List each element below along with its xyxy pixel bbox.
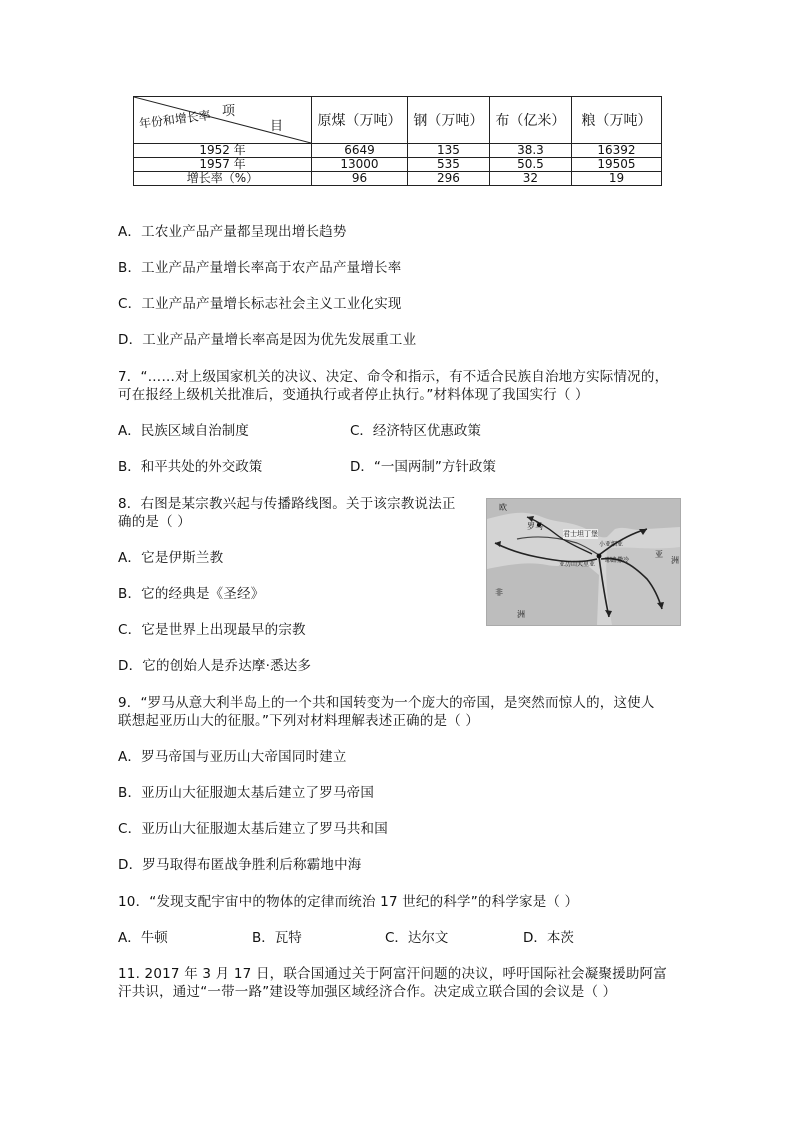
table-cell: 19 bbox=[571, 172, 661, 186]
q8-stem-line1: 8．右图是某宗教兴起与传播路线图。关于该宗教说法正 bbox=[118, 496, 456, 512]
q10-option-b: B．瓦特 bbox=[252, 930, 302, 946]
map-label-zhou2: 洲 bbox=[517, 610, 525, 619]
production-table bbox=[133, 96, 662, 186]
q9-stem-line1: 9．“罗马从意大利半岛上的一个共和国转变为一个庞大的帝国，是突然而惊人的，这使人 bbox=[118, 695, 655, 711]
q9-option-a: A．罗马帝国与亚历山大帝国同时建立 bbox=[118, 749, 347, 765]
q9-option-d: D．罗马取得布匿战争胜利后称霸地中海 bbox=[118, 857, 362, 873]
table-header-row bbox=[134, 97, 662, 144]
map-label-fei: 非 bbox=[495, 588, 503, 597]
q9-option-b: B．亚历山大征服迦太基后建立了罗马帝国 bbox=[118, 785, 375, 801]
q7-stem-line2: 可在报经上级机关批准后，变通执行或者停止执行。”材料体现了我国实行（ ） bbox=[118, 387, 589, 403]
col-header-steel: 钢（万吨） bbox=[407, 97, 489, 144]
q10-option-d: D．本茨 bbox=[523, 930, 574, 946]
q7-option-a: A．民族区域自治制度 bbox=[118, 423, 249, 439]
map-label-alexandria: 亚历山大里亚 bbox=[559, 561, 596, 568]
q6-option-b: B．工业产品产量增长率高于农产品产量增长率 bbox=[118, 260, 402, 276]
q10-option-a: A．牛顿 bbox=[118, 930, 168, 946]
col-header-grain: 粮（万吨） bbox=[571, 97, 661, 144]
table-cell: 50.5 bbox=[489, 158, 571, 172]
table-cell: 19505 bbox=[571, 158, 661, 172]
col-header-cloth: 布（亿米） bbox=[489, 97, 571, 144]
q9-stem-line2: 联想起亚历山大的征服。”下列对材料理解表述正确的是（ ） bbox=[118, 713, 480, 729]
q7-option-c: C．经济特区优惠政策 bbox=[350, 423, 481, 439]
q8-option-b: B．它的经典是《圣经》 bbox=[118, 586, 265, 602]
q8-stem-line2: 确的是（ ） bbox=[118, 514, 191, 530]
diag-item-label: 项 bbox=[222, 104, 236, 119]
row-label: 增长率（%） bbox=[134, 172, 312, 186]
table-cell: 6649 bbox=[312, 144, 408, 158]
q6-option-a: A．工农业产品产量都呈现出增长趋势 bbox=[118, 224, 347, 240]
q8-option-d: D．它的创始人是乔达摩·悉达多 bbox=[118, 658, 312, 674]
q8-option-c: C．它是世界上出现最早的宗教 bbox=[118, 622, 306, 638]
q6-option-c: C．工业产品产量增长标志社会主义工业化实现 bbox=[118, 296, 402, 312]
q7-option-d: D．“一国两制”方针政策 bbox=[350, 459, 496, 475]
table-cell: 32 bbox=[489, 172, 571, 186]
q9-option-c: C．亚历山大征服迦太基后建立了罗马共和国 bbox=[118, 821, 388, 837]
table-cell: 38.3 bbox=[489, 144, 571, 158]
table-cell: 296 bbox=[407, 172, 489, 186]
diagonal-header-cell bbox=[134, 97, 312, 144]
q11-stem-line2: 汗共识，通过“一带一路”建设等加强区域经济合作。决定成立联合国的会议是（ ） bbox=[118, 984, 617, 1000]
q6-option-d: D．工业产品产量增长率高是因为优先发展重工业 bbox=[118, 332, 417, 348]
table-row bbox=[134, 158, 662, 172]
map-label-ya: 亚 bbox=[655, 550, 663, 559]
q10-option-c: C．达尔文 bbox=[385, 930, 449, 946]
q7-stem-line1: 7．“……对上级国家机关的决议、决定、命令和指示，有不适合民族自治地方实际情况的， bbox=[118, 369, 669, 385]
q8-option-a: A．它是伊斯兰教 bbox=[118, 550, 224, 566]
table-row bbox=[134, 144, 662, 158]
row-label: 1957 年 bbox=[134, 158, 312, 172]
map-label-ou: 欧 bbox=[499, 503, 507, 512]
table-cell: 135 bbox=[407, 144, 489, 158]
map-label-rome: 罗马 bbox=[527, 522, 543, 531]
table-row bbox=[134, 172, 662, 186]
table-cell: 16392 bbox=[571, 144, 661, 158]
table-cell: 96 bbox=[312, 172, 408, 186]
map-label-asia-minor: 小亚细亚 bbox=[599, 541, 624, 548]
religion-spread-map bbox=[486, 498, 681, 626]
table-cell: 535 bbox=[407, 158, 489, 172]
row-label: 1952 年 bbox=[134, 144, 312, 158]
diag-year-label: 年份和增长率 bbox=[138, 108, 212, 131]
q11-stem-line1: 11. 2017 年 3 月 17 日，联合国通过关于阿富汗问题的决议，呼吁国际社会凝聚援助阿富 bbox=[118, 966, 667, 982]
table-cell: 13000 bbox=[312, 158, 408, 172]
q10-stem: 10．“发现支配宇宙中的物体的定律而统治 17 世纪的科学”的科学家是（ ） bbox=[118, 894, 579, 910]
map-label-constantinople: 君士坦丁堡 bbox=[563, 530, 598, 538]
map-label-zhou1: 洲 bbox=[671, 556, 679, 565]
diag-mu-label: 目 bbox=[270, 119, 284, 134]
col-header-coal: 原煤（万吨） bbox=[312, 97, 408, 144]
map-label-jerusalem: 耶路撒冷 bbox=[605, 557, 630, 564]
q7-option-b: B．和平共处的外交政策 bbox=[118, 459, 263, 475]
